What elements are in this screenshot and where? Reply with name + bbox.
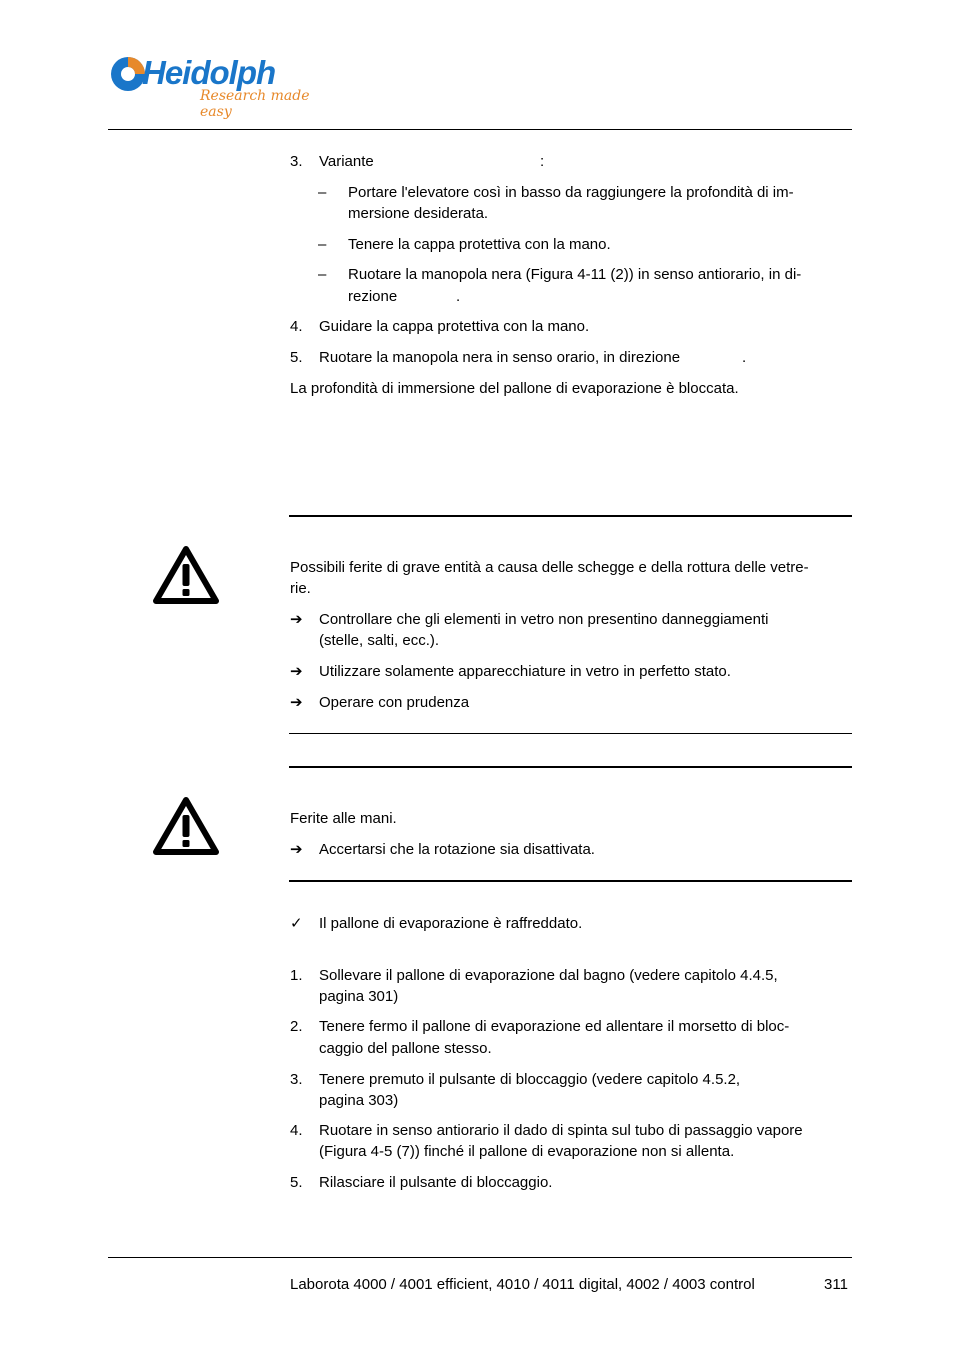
- dash-bullet: –: [318, 236, 327, 253]
- step-number: 4.: [290, 1122, 303, 1139]
- step-line: Sollevare il pallone di evaporazione dal bagno (vedere capitolo 4.4.5,: [319, 967, 778, 984]
- logo-tagline: Research made easy: [200, 88, 310, 120]
- warning-bottom-rule: [289, 880, 852, 882]
- check-icon: ✓: [290, 915, 303, 932]
- warning-text: rie.: [290, 580, 311, 597]
- warning-top-rule: [289, 515, 852, 517]
- dash-bullet: –: [318, 184, 327, 201]
- step-line: Rilasciare il pulsante di bloccaggio.: [319, 1174, 553, 1191]
- dash-item-line: Tenere la cappa protettiva con la mano.: [348, 236, 611, 253]
- step-line: Tenere fermo il pallone di evaporazione ed allentare il morsetto di bloc-: [319, 1018, 790, 1035]
- warning-text: Possibili ferite di grave entità a causa delle schegge e della rottura delle vetre-: [290, 559, 809, 576]
- dash-item-line: Ruotare la manopola nera (Figura 4-11 (2)) in senso antiorario, in di-: [348, 266, 802, 283]
- step-text: Guidare la cappa protettiva con la mano.: [319, 318, 590, 335]
- step-number: 2.: [290, 1018, 303, 1035]
- step-line: Tenere premuto il pulsante di bloccaggio (vedere capitolo 4.5.2,: [319, 1071, 741, 1088]
- heidolph-logo: [108, 50, 328, 120]
- step-number: 5.: [290, 349, 303, 366]
- warning-top-rule: [289, 766, 852, 768]
- logo-wordmark: Heidolph: [142, 54, 276, 91]
- step-number: 5.: [290, 1174, 303, 1191]
- step-number: 3.: [290, 1071, 303, 1088]
- dash-item-line: Portare l'elevatore così in basso da raggiungere la profondità di im-: [348, 184, 794, 201]
- step-text: Ruotare la manopola nera in senso orario, in direzione: [319, 349, 681, 366]
- action-item-line: Operare con prudenza: [319, 694, 470, 711]
- step-line: pagina 301): [319, 988, 399, 1005]
- action-item-line: Accertarsi che la rotazione sia disattivata.: [319, 841, 595, 858]
- step-line: pagina 303): [319, 1092, 399, 1109]
- step-end: .: [742, 349, 747, 366]
- step-colon: :: [540, 153, 545, 170]
- step-number: 3.: [290, 153, 303, 170]
- step-text: Variante: [319, 153, 374, 170]
- page-number: 311: [824, 1276, 848, 1293]
- dash-item-end: .: [456, 288, 461, 305]
- step-line: caggio del pallone stesso.: [319, 1040, 492, 1057]
- result-text: La profondità di immersione del pallone di evaporazione è bloccata.: [290, 380, 739, 397]
- dash-item-line: rezione: [348, 288, 398, 305]
- arrow-icon: ➔: [290, 841, 303, 858]
- dash-item-line: mersione desiderata.: [348, 205, 489, 222]
- precondition-text: Il pallone di evaporazione è raffreddato.: [319, 915, 583, 932]
- warning-bottom-rule: [289, 733, 852, 734]
- dash-bullet: –: [318, 266, 327, 283]
- footer-product: Laborota 4000 / 4001 efficient, 4010 / 4011 digital, 4002 / 4003 control: [290, 1276, 755, 1293]
- header-rule: [108, 129, 852, 130]
- warning-triangle-icon: [152, 545, 220, 605]
- arrow-icon: ➔: [290, 611, 303, 628]
- warning-triangle-icon: [152, 796, 220, 856]
- arrow-icon: ➔: [290, 663, 303, 680]
- step-number: 4.: [290, 318, 303, 335]
- action-item-line: Utilizzare solamente apparecchiature in vetro in perfetto stato.: [319, 663, 731, 680]
- warning-text: Ferite alle mani.: [290, 810, 397, 827]
- action-item-line: (stelle, salti, ecc.).: [319, 632, 440, 649]
- step-line: Ruotare in senso antiorario il dado di spinta sul tubo di passaggio vapore: [319, 1122, 803, 1139]
- arrow-icon: ➔: [290, 694, 303, 711]
- action-item-line: Controllare che gli elementi in vetro non presentino danneggiamenti: [319, 611, 769, 628]
- footer-rule: [108, 1257, 852, 1258]
- step-line: (Figura 4-5 (7)) finché il pallone di evaporazione non si allenta.: [319, 1143, 735, 1160]
- step-number: 1.: [290, 967, 303, 984]
